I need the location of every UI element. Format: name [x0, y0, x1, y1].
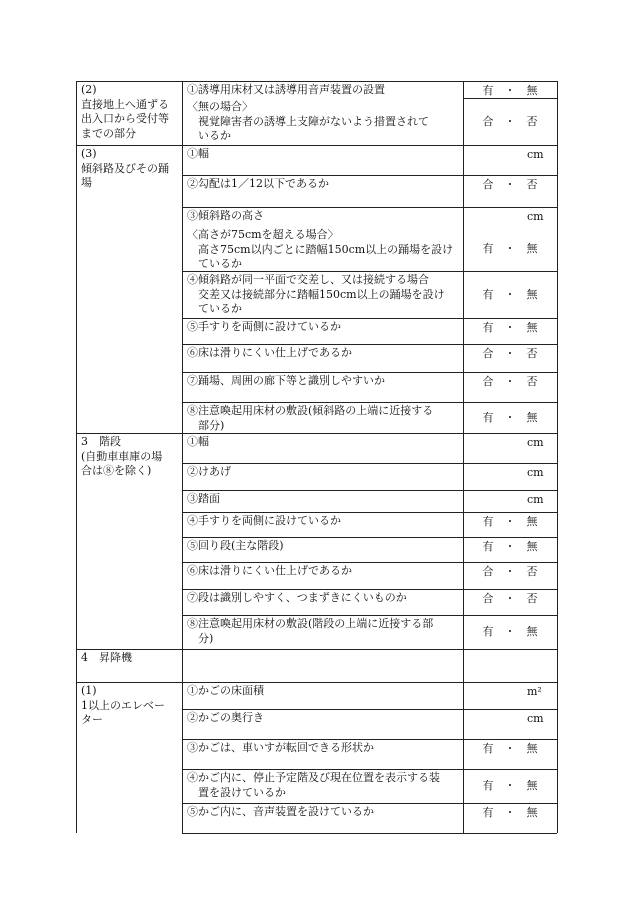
answer-options: 有 ・ 無: [482, 779, 538, 792]
section-label: 3 階段: [81, 435, 121, 448]
section-label: (1): [81, 684, 97, 697]
table-left-border: [76, 81, 77, 833]
answer-rule: [463, 318, 557, 319]
unit-label: cm: [527, 436, 544, 449]
section-label: 場: [81, 176, 92, 189]
item-description: 視覚障害者の誘導上支障がないよう措置されて: [187, 114, 429, 128]
row-rule: [182, 537, 463, 538]
row-rule: [182, 739, 463, 740]
answer-rule: [463, 175, 557, 176]
answer-rule: [463, 271, 557, 272]
item-description: ④傾斜路が同一平面で交差し、又は接続する場合: [187, 273, 429, 286]
section-label: ター: [81, 713, 103, 726]
row-rule: [182, 402, 463, 403]
row-rule: [182, 175, 463, 176]
item-description: ②けあげ: [187, 465, 231, 478]
answer-options: 有 ・ 無: [482, 742, 538, 755]
answer-options: 有 ・ 無: [482, 84, 538, 97]
answer-rule: [463, 537, 557, 538]
answer-rule: [463, 589, 557, 590]
item-description: ⑥床は滑りにくい仕上げであるか: [187, 346, 352, 359]
answer-rule: [463, 803, 557, 804]
section-label: 出入口から受付等: [81, 112, 169, 125]
row-rule: [182, 207, 463, 208]
unit-label: m²: [527, 685, 542, 698]
section-rule: [76, 81, 557, 82]
row-rule: [182, 803, 463, 804]
item-description: ⑥床は滑りにくい仕上げであるか: [187, 564, 352, 577]
item-description: いるか: [187, 129, 231, 142]
answer-rule: [463, 463, 557, 464]
answer-rule: [463, 512, 557, 513]
item-description: ②勾配は1／12以下であるか: [187, 177, 329, 190]
item-description: 交差又は接続部分に踏幅150cm以上の踊場を設け: [187, 287, 445, 301]
answer-options: 有 ・ 無: [482, 321, 538, 334]
answer-options: 合 ・ 否: [482, 565, 538, 578]
section-label: 4 昇降機: [81, 651, 132, 664]
unit-label: cm: [527, 148, 544, 161]
item-description: 〈無の場合〉: [187, 100, 253, 113]
item-description: ④かご内に、停止予定階及び現在位置を表示する装: [187, 771, 440, 784]
row-rule: [182, 589, 463, 590]
item-description: ⑦踊場、周囲の廊下等と識別しやすいか: [187, 374, 385, 387]
item-description: ⑤手すりを両側に設けているか: [187, 320, 341, 333]
section-rule: [76, 649, 557, 650]
item-description: ①幅: [187, 435, 209, 448]
answer-rule: [463, 615, 557, 616]
answer-rule: [463, 372, 557, 373]
row-rule: [182, 271, 463, 272]
answer-rule: [463, 98, 557, 99]
answer-rule: [463, 402, 557, 403]
row-rule: [182, 512, 463, 513]
section-label: までの部分: [81, 126, 136, 140]
item-description: ②かごの奥行き: [187, 711, 264, 724]
section-rule: [76, 145, 557, 146]
item-description: ①誘導用床材又は誘導用音声装置の設置: [187, 83, 385, 96]
item-description: ①かごの床面積: [187, 684, 264, 697]
row-rule: [182, 372, 463, 373]
unit-label: cm: [527, 712, 544, 725]
row-rule: [182, 769, 463, 770]
unit-label: cm: [527, 466, 544, 479]
item-description: ③傾斜路の高さ: [187, 209, 264, 222]
row-rule: [182, 562, 463, 563]
row-rule: [182, 344, 463, 345]
answer-options: 合 ・ 否: [482, 347, 538, 360]
answer-options: 有 ・ 無: [482, 625, 538, 638]
answer-rule: [463, 739, 557, 740]
item-description: ⑧注意喚起用床材の敷設(傾斜路の上端に近接する: [187, 404, 434, 417]
row-rule: [182, 463, 463, 464]
answer-options: 合 ・ 否: [482, 375, 538, 388]
item-description: 置を設けているか: [187, 785, 286, 799]
unit-label: cm: [527, 210, 544, 223]
item-description: 〈高さが75cmを超える場合〉: [187, 228, 339, 241]
answer-options: 合 ・ 否: [482, 114, 538, 128]
answer-rule: [463, 207, 557, 208]
item-description: ⑧注意喚起用床材の敷設(階段の上端に近接する部: [187, 617, 434, 630]
item-description: ているか: [187, 257, 242, 270]
item-description: 分): [187, 631, 214, 645]
row-rule: [182, 490, 463, 491]
section-label: 合は⑧を除く): [81, 464, 152, 477]
item-description: ⑤回り段(主な階段): [187, 539, 284, 552]
label-column-divider: [182, 81, 183, 833]
row-rule: [182, 709, 463, 710]
answer-rule: [463, 344, 557, 345]
row-rule: [182, 615, 463, 616]
answer-options: 有 ・ 無: [482, 806, 538, 819]
answer-options: 有 ・ 無: [482, 287, 538, 301]
section-label: (自動車車庫の場: [81, 449, 163, 463]
item-description: ④手すりを両側に設けているか: [187, 514, 341, 527]
item-description: ⑤かご内に、音声装置を設けているか: [187, 805, 374, 818]
section-label: (3): [81, 147, 97, 160]
item-description: ①幅: [187, 147, 209, 160]
table-right-border: [557, 81, 558, 833]
item-description: ているか: [187, 302, 242, 315]
item-description: 部分): [187, 418, 225, 432]
section-label: 1以上のエレベー: [81, 698, 165, 712]
section-label: (2): [81, 83, 97, 96]
item-description: 高さ75cm以内ごとに踏幅150cm以上の踊場を設け: [187, 242, 454, 256]
answer-options: 合 ・ 否: [482, 178, 538, 191]
answer-rule: [463, 769, 557, 770]
section-label: 直接地上へ通ずる: [81, 97, 169, 111]
section-rule: [76, 433, 557, 434]
answer-rule: [463, 562, 557, 563]
answer-rule: [463, 709, 557, 710]
answer-options: 有 ・ 無: [482, 410, 538, 424]
answer-column-divider: [463, 81, 464, 833]
unit-label: cm: [527, 493, 544, 506]
item-description: ③踏面: [187, 492, 220, 505]
answer-options: 有 ・ 無: [482, 540, 538, 553]
section-label: 傾斜路及びその踊: [81, 161, 169, 175]
item-description: ⑦段は識別しやすく、つまずきにくいものか: [187, 591, 407, 604]
answer-options: 有 ・ 無: [482, 515, 538, 528]
answer-rule: [463, 490, 557, 491]
answer-options: 合 ・ 否: [482, 592, 538, 605]
answer-options: 有 ・ 無: [482, 241, 538, 255]
item-description: ③かごは、車いすが転回できる形状か: [187, 741, 374, 754]
row-rule: [182, 318, 463, 319]
section-rule: [76, 682, 557, 683]
table-bottom-border: [182, 833, 557, 834]
